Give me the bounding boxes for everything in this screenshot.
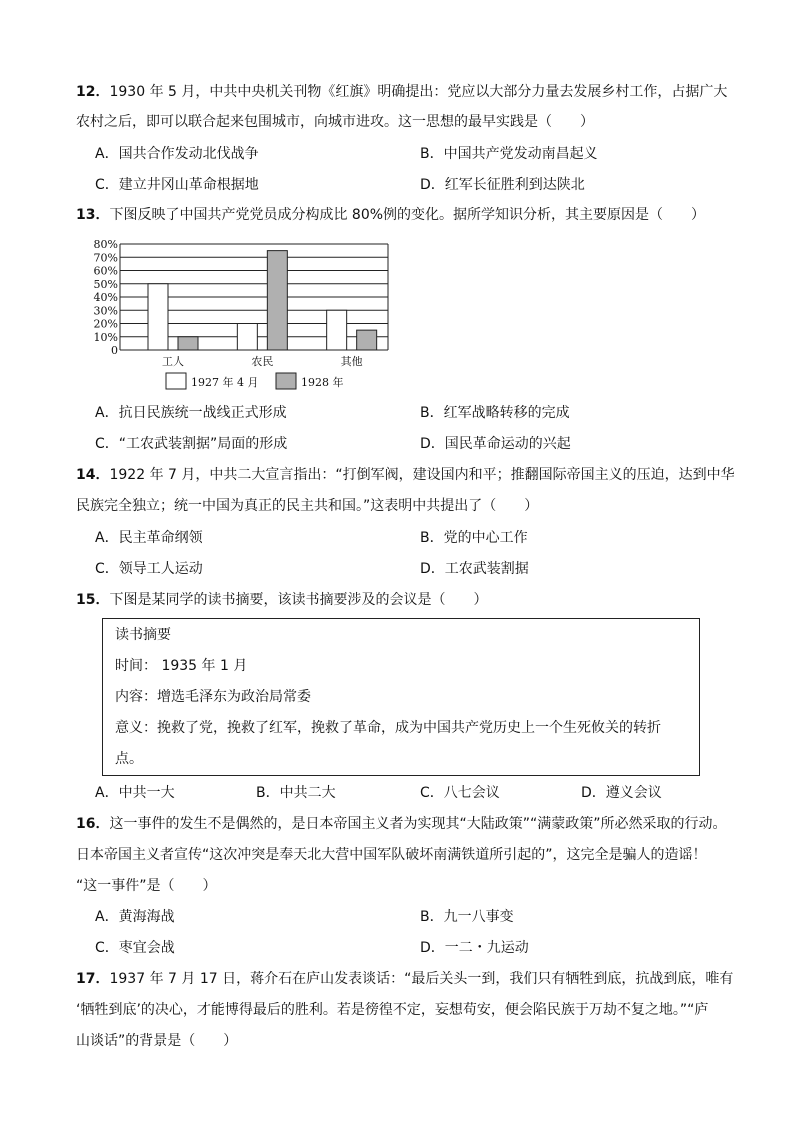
y-tick-label: 30% [93,304,118,318]
q12-stem-1: 1930 年 5 月，中共中央机关刊物《红旗》明确提出：党应以大部分力量去发展乡村工作，占据广大 [109,84,728,100]
y-tick-label: 50% [93,277,118,291]
reading-notes-title: 读书摘要 [115,627,171,643]
q14-stem-1: 1922 年 7 月，中共二大宣言指出：“打倒军阀，建设国内和平；推翻国际帝国主义的压迫，达到中华 [109,467,735,483]
q16-line-1 [76,814,727,834]
chart-legend [166,373,344,389]
q16-option-d[interactable]: D．一二・九运动 [420,940,529,956]
q12-option-d[interactable]: D．红军长征胜利到达陕北 [420,177,585,193]
reading-notes-box [102,618,700,776]
q16-option-a[interactable]: A．黄海海战 [95,909,175,925]
q14-option-b[interactable]: B．党的中心工作 [420,530,528,546]
q13-option-d[interactable]: D．国民革命运动的兴起 [420,436,571,452]
x-tick-label: 工人 [162,355,184,368]
q16-number: 16． [76,816,110,832]
y-tick-label: 80% [93,238,118,251]
q17-stem-1: 1937 年 7 月 17 日，蒋介石在庐山发表谈话：“最后关头一到，我们只有牺牲到底，抗战到底，唯有 [109,971,734,987]
legend-swatch [166,373,186,389]
q15-line-1 [76,590,487,610]
bar-其他-1 [357,330,377,350]
legend-swatch [276,373,296,389]
q12-option-b[interactable]: B．中国共产党发动南昌起义 [420,146,598,162]
x-tick-label: 其他 [340,355,363,368]
q15-number: 15． [76,592,110,608]
q16-line-2: 日本帝国主义者宣传“这次冲突是奉天北大营中国军队破坏南满铁道所引起的”，这完全是骗人的造谣！ [76,847,707,863]
reading-notes-meaning-1: 意义：挽救了党，挽救了红军，挽救了革命，成为中国共产党历史上一个生死攸关的转折 [115,720,661,736]
bar-农民-1 [267,251,287,350]
q13-option-c[interactable]: C．“工农武装割据”局面的形成 [95,436,288,452]
q15-stem-1: 下图是某同学的读书摘要，该读书摘要涉及的会议是（ ） [109,592,488,608]
q14-option-d[interactable]: D．工农武装割据 [420,561,529,577]
reading-notes-content: 内容：增选毛泽东为政治局常委 [115,689,311,705]
q13-option-b[interactable]: B．红军战略转移的完成 [420,405,570,421]
party-composition-bar-chart [80,236,410,396]
bar-其他-0 [327,310,347,350]
reading-notes-meaning-2: 点。 [115,751,143,767]
bar-工人-0 [148,284,168,350]
q17-line-3: 山谈话”的背景是（ ） [76,1033,238,1049]
bar-工人-1 [178,337,198,350]
q15-option-a[interactable]: A．中共一大 [95,785,175,801]
q12-number: 12． [76,84,110,100]
q13-number: 13． [76,207,110,223]
q13-stem-1: 下图反映了中国共产党党员成分构成比 80%例的变化。据所学知识分析，其主要原因是（ ） [109,207,706,223]
q14-option-a[interactable]: A．民主革命纲领 [95,530,203,546]
chart-bars [148,251,377,350]
q14-number: 14． [76,467,110,483]
q15-option-d[interactable]: D．遵义会议 [581,785,662,801]
y-tick-label: 0 [111,344,118,357]
q17-number: 17． [76,971,110,987]
q14-option-c[interactable]: C．领导工人运动 [95,561,203,577]
legend-label: 1927 年 4 月 [191,376,259,389]
y-tick-label: 40% [93,291,118,304]
y-tick-label: 60% [93,264,118,278]
q14-line-2: 民族完全独立；统一中国为真正的民主共和国。”这表明中共提出了（ ） [76,498,539,514]
bar-农民-0 [237,324,257,351]
y-axis-ticks [94,238,118,357]
x-axis-labels [162,354,363,368]
y-tick-label: 70% [93,251,118,265]
q16-option-c[interactable]: C．枣宜会战 [95,940,175,956]
q12-option-a[interactable]: A．国共合作发动北伐战争 [95,146,259,162]
q14-line-1 [76,465,735,485]
q16-stem-1: 这一事件的发生不是偶然的，是日本帝国主义者为实现其“大陆政策”“满蒙政策”所必然采取的行动。 [109,816,727,832]
q12-line-1 [76,82,727,102]
q17-line-1 [76,969,733,989]
q13-option-a[interactable]: A．抗日民族统一战线正式形成 [95,405,287,421]
q13-line-1 [76,205,705,225]
q15-option-c[interactable]: C．八七会议 [420,785,500,801]
reading-notes-time: 时间： 1935 年 1 月 [115,658,248,674]
q12-line-2: 农村之后，即可以联合起来包围城市，向城市进攻。这一思想的最早实践是（ ） [76,114,594,130]
q16-line-3: “这一事件”是（ ） [76,878,217,894]
x-tick-label: 农民 [251,355,274,368]
q17-line-2: ‘牺牲到底’的决心，才能博得最后的胜利。若是徬徨不定，妄想苟安，便会陷民族于万劫不复之地。”“庐 [76,1002,709,1018]
legend-label: 1928 年 [301,376,344,389]
q12-option-c[interactable]: C．建立井冈山革命根据地 [95,177,259,193]
q16-option-b[interactable]: B．九一八事变 [420,909,514,925]
y-tick-label: 20% [93,317,118,331]
y-tick-label: 10% [93,330,118,344]
q15-option-b[interactable]: B．中共二大 [256,785,336,801]
